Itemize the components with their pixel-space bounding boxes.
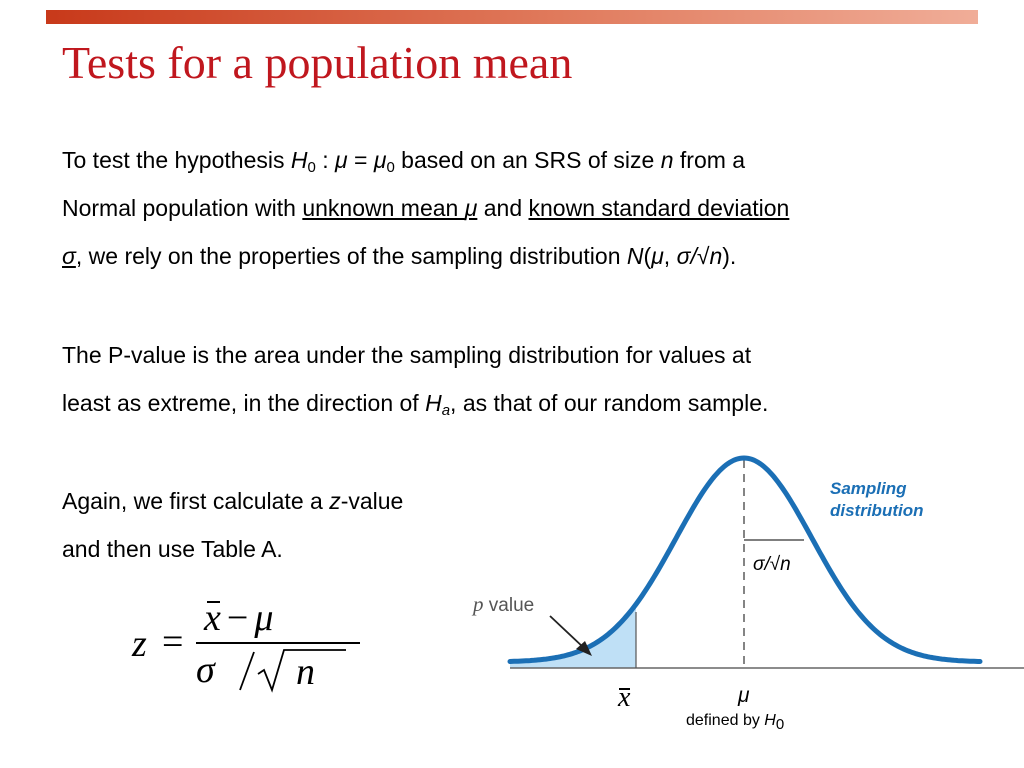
x-bar-label: x <box>618 682 631 713</box>
formula-numerator: x − μ <box>204 597 274 639</box>
pvalue-paragraph: The P-value is the area under the sampling distribution for values at least as extreme, in the direction of $H_a$, as that of our random sample. <box>62 342 769 419</box>
formula-xbar: x <box>204 597 221 639</box>
formula-fraction-bar <box>196 642 360 644</box>
formula-denominator <box>196 646 360 696</box>
slide-title: Tests for a population mean <box>62 37 573 88</box>
formula-z: z <box>132 623 147 665</box>
sampling-distribution-graph <box>440 440 1024 768</box>
z-formula <box>130 594 315 694</box>
formula-mu: μ <box>254 597 274 639</box>
zvalue-paragraph: Again, we first calculate a z-value and then use Table A. <box>62 488 404 562</box>
svg-text:n: n <box>296 651 315 693</box>
sampling-distribution-label: Sampling distribution <box>830 479 924 520</box>
formula-equals: = <box>162 621 184 663</box>
svg-text:σ: σ <box>196 649 215 691</box>
title-accent-bar <box>46 10 978 24</box>
hypothesis-paragraph: To test the hypothesis $H_0$ : $\mu = \mu_0$ based on an SRS of size n from a Normal population with unknown mean μ and known standard deviation σ, we rely on the properties of the sampling distribution N(μ, σ/√n). <box>62 147 790 269</box>
p-value-label: p value <box>473 592 535 616</box>
sigma-over-root-n-label: σ/√n <box>753 554 791 575</box>
defined-by-h0-label: defined by $H_0$ <box>686 712 785 733</box>
pvalue-arrow-shaft <box>550 616 584 648</box>
mu-label: μ <box>738 684 750 707</box>
